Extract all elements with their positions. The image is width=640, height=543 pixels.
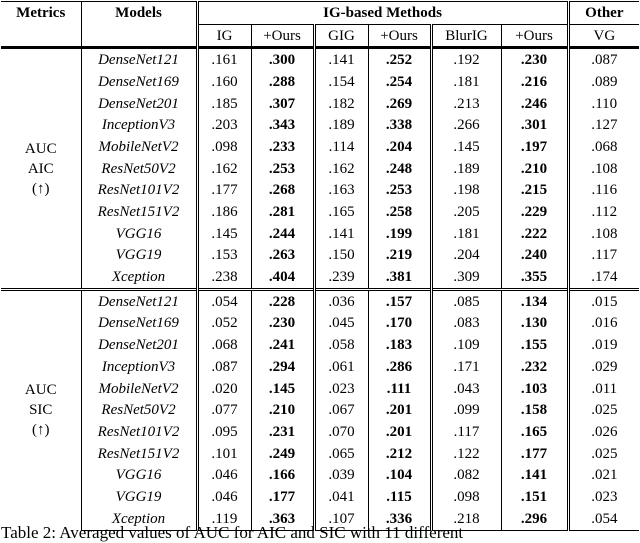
value-cell: .163: [314, 180, 368, 202]
value-cell: .085: [431, 289, 501, 312]
value-cell: .183: [368, 334, 431, 356]
value-cell: .248: [368, 158, 431, 180]
value-cell: .309: [431, 266, 501, 289]
value-cell: .201: [368, 421, 431, 443]
table-caption: Table 2: Averaged values of AUC for AIC and SIC with 11 different: [1, 523, 464, 542]
value-cell: .241: [251, 334, 314, 356]
value-cell: .258: [368, 201, 431, 223]
value-cell: .177: [197, 180, 251, 202]
table-body: [1, 48, 639, 530]
value-cell: .039: [314, 464, 368, 486]
value-cell: .109: [431, 334, 501, 356]
value-cell: .145: [197, 223, 251, 245]
value-cell: .212: [368, 443, 431, 465]
value-cell: .192: [431, 48, 501, 71]
value-cell: .083: [431, 313, 501, 335]
model-name: ResNet101V2: [81, 180, 197, 202]
model-name: MobileNetV2: [81, 136, 197, 158]
value-cell: .185: [197, 93, 251, 115]
value-cell: .141: [314, 48, 368, 71]
value-cell: .016: [568, 313, 639, 335]
table-row: [1, 136, 639, 158]
value-cell: .246: [501, 93, 568, 115]
value-cell: .253: [368, 180, 431, 202]
metric-label-line: AUC: [24, 382, 57, 399]
value-cell: .181: [431, 71, 501, 93]
value-cell: .117: [431, 421, 501, 443]
model-name: DenseNet121: [81, 48, 197, 71]
value-cell: .141: [501, 464, 568, 486]
value-cell: .239: [314, 266, 368, 289]
value-cell: .215: [501, 180, 568, 202]
model-name: InceptionV3: [81, 114, 197, 136]
value-cell: .099: [431, 399, 501, 421]
metric-label-line: (↑): [32, 422, 50, 439]
value-cell: .103: [501, 378, 568, 400]
value-cell: .231: [251, 421, 314, 443]
value-cell: .026: [568, 421, 639, 443]
table-row: [1, 71, 639, 93]
value-cell: .141: [314, 223, 368, 245]
value-cell: .199: [368, 223, 431, 245]
col-header-blurig: BlurIG: [431, 24, 501, 48]
value-cell: .263: [251, 245, 314, 267]
metrics-header: Metrics: [1, 2, 81, 25]
table-row: [1, 313, 639, 335]
model-name: VGG16: [81, 464, 197, 486]
value-cell: .108: [568, 158, 639, 180]
value-cell: .232: [501, 356, 568, 378]
value-cell: .254: [368, 71, 431, 93]
value-cell: .238: [197, 266, 251, 289]
value-cell: .266: [431, 114, 501, 136]
value-cell: .210: [501, 158, 568, 180]
value-cell: .115: [368, 486, 431, 508]
value-cell: .025: [568, 399, 639, 421]
value-cell: .052: [197, 313, 251, 335]
value-cell: .015: [568, 289, 639, 312]
value-cell: .130: [501, 313, 568, 335]
value-cell: .230: [501, 48, 568, 71]
value-cell: .404: [251, 266, 314, 289]
value-cell: .286: [368, 356, 431, 378]
value-cell: .029: [568, 356, 639, 378]
value-cell: .157: [368, 289, 431, 312]
value-cell: .158: [501, 399, 568, 421]
table-row: [1, 223, 639, 245]
value-cell: .307: [251, 93, 314, 115]
value-cell: .204: [368, 136, 431, 158]
metric-label-line: SIC: [29, 402, 53, 419]
value-cell: .189: [314, 114, 368, 136]
value-cell: .165: [314, 201, 368, 223]
value-cell: .268: [251, 180, 314, 202]
value-cell: .338: [368, 114, 431, 136]
results-table: [1, 1, 639, 531]
value-cell: .177: [251, 486, 314, 508]
col-header-gig: GIG: [314, 24, 368, 48]
value-cell: .021: [568, 464, 639, 486]
value-cell: .166: [251, 464, 314, 486]
models-header: Models: [81, 2, 197, 25]
value-cell: .068: [197, 334, 251, 356]
value-cell: .104: [368, 464, 431, 486]
value-cell: .082: [431, 464, 501, 486]
table-row: [1, 378, 639, 400]
value-cell: .177: [501, 443, 568, 465]
value-cell: .117: [568, 245, 639, 267]
model-name: ResNet50V2: [81, 399, 197, 421]
table-row: [1, 93, 639, 115]
value-cell: .288: [251, 71, 314, 93]
col-header-blurig-ours: +Ours: [501, 24, 568, 48]
table-row: [1, 201, 639, 223]
value-cell: .023: [314, 378, 368, 400]
value-cell: .230: [251, 313, 314, 335]
model-name: ResNet101V2: [81, 421, 197, 443]
model-name: VGG19: [81, 245, 197, 267]
model-name: InceptionV3: [81, 356, 197, 378]
value-cell: .020: [197, 378, 251, 400]
value-cell: .170: [368, 313, 431, 335]
value-cell: .108: [568, 223, 639, 245]
value-cell: .281: [251, 201, 314, 223]
value-cell: .249: [251, 443, 314, 465]
value-cell: .089: [568, 71, 639, 93]
table-row: [1, 356, 639, 378]
value-cell: .294: [251, 356, 314, 378]
value-cell: .127: [568, 114, 639, 136]
value-cell: .134: [501, 289, 568, 312]
value-cell: .182: [314, 93, 368, 115]
model-name: DenseNet201: [81, 334, 197, 356]
table-row: [1, 464, 639, 486]
col-header-ig: IG: [197, 24, 251, 48]
table-row: [1, 421, 639, 443]
value-cell: .186: [197, 201, 251, 223]
value-cell: .111: [368, 378, 431, 400]
value-cell: .036: [314, 289, 368, 312]
value-cell: .205: [431, 201, 501, 223]
value-cell: .077: [197, 399, 251, 421]
value-cell: .204: [431, 245, 501, 267]
value-cell: .162: [314, 158, 368, 180]
model-name: MobileNetV2: [81, 378, 197, 400]
value-cell: .101: [197, 443, 251, 465]
col-header-vg: VG: [568, 24, 639, 48]
value-cell: .228: [251, 289, 314, 312]
model-name: ResNet151V2: [81, 443, 197, 465]
header-row: [1, 2, 639, 25]
value-cell: .145: [251, 378, 314, 400]
value-cell: .145: [431, 136, 501, 158]
value-cell: .114: [314, 136, 368, 158]
col-header-gig-ours: +Ours: [368, 24, 431, 48]
value-cell: .343: [251, 114, 314, 136]
metric-label: [1, 289, 81, 530]
value-cell: .203: [197, 114, 251, 136]
value-cell: .122: [431, 443, 501, 465]
table-row: [1, 245, 639, 267]
value-cell: .301: [501, 114, 568, 136]
value-cell: .218: [431, 508, 501, 530]
table-row: [1, 486, 639, 508]
value-cell: .095: [197, 421, 251, 443]
table-row: [1, 114, 639, 136]
value-cell: .336: [368, 508, 431, 530]
value-cell: .107: [314, 508, 368, 530]
subheader-row: [1, 24, 639, 48]
value-cell: .045: [314, 313, 368, 335]
value-cell: .229: [501, 201, 568, 223]
value-cell: .098: [197, 136, 251, 158]
value-cell: .222: [501, 223, 568, 245]
value-cell: .041: [314, 486, 368, 508]
value-cell: .198: [431, 180, 501, 202]
value-cell: .219: [368, 245, 431, 267]
value-cell: .216: [501, 71, 568, 93]
value-cell: .174: [568, 266, 639, 289]
table-row: [1, 443, 639, 465]
metric-label-line: (↑): [32, 180, 50, 197]
value-cell: .355: [501, 266, 568, 289]
value-cell: .011: [568, 378, 639, 400]
metric-label-line: AUC: [24, 140, 57, 157]
value-cell: .300: [251, 48, 314, 71]
value-cell: .098: [431, 486, 501, 508]
model-name: ResNet50V2: [81, 158, 197, 180]
model-name: DenseNet169: [81, 313, 197, 335]
value-cell: .201: [368, 399, 431, 421]
table-row: [1, 399, 639, 421]
value-cell: .161: [197, 48, 251, 71]
value-cell: .244: [251, 223, 314, 245]
value-cell: .160: [197, 71, 251, 93]
value-cell: .116: [568, 180, 639, 202]
metric-label: [1, 48, 81, 290]
metric-label-line: AIC: [27, 160, 54, 177]
model-name: ResNet151V2: [81, 201, 197, 223]
table-row: [1, 289, 639, 312]
value-cell: .155: [501, 334, 568, 356]
model-name: Xception: [81, 508, 197, 530]
value-cell: .054: [568, 508, 639, 530]
value-cell: .058: [314, 334, 368, 356]
value-cell: .046: [197, 486, 251, 508]
value-cell: .150: [314, 245, 368, 267]
subheader-empty: [81, 24, 197, 48]
value-cell: .165: [501, 421, 568, 443]
value-cell: .070: [314, 421, 368, 443]
value-cell: .197: [501, 136, 568, 158]
value-cell: .054: [197, 289, 251, 312]
value-cell: .061: [314, 356, 368, 378]
other-header: Other: [568, 2, 639, 25]
model-name: DenseNet121: [81, 289, 197, 312]
value-cell: .046: [197, 464, 251, 486]
value-cell: .043: [431, 378, 501, 400]
value-cell: .240: [501, 245, 568, 267]
model-name: VGG19: [81, 486, 197, 508]
model-name: DenseNet169: [81, 71, 197, 93]
value-cell: .154: [314, 71, 368, 93]
value-cell: .296: [501, 508, 568, 530]
value-cell: .019: [568, 334, 639, 356]
value-cell: .112: [568, 201, 639, 223]
model-name: Xception: [81, 266, 197, 289]
table-row: [1, 48, 639, 71]
value-cell: .213: [431, 93, 501, 115]
table-row: [1, 334, 639, 356]
model-name: VGG16: [81, 223, 197, 245]
model-name: DenseNet201: [81, 93, 197, 115]
value-cell: .233: [251, 136, 314, 158]
value-cell: .189: [431, 158, 501, 180]
value-cell: .181: [431, 223, 501, 245]
ig-methods-header: IG-based Methods: [197, 2, 568, 25]
value-cell: .210: [251, 399, 314, 421]
value-cell: .151: [501, 486, 568, 508]
value-cell: .252: [368, 48, 431, 71]
value-cell: .065: [314, 443, 368, 465]
value-cell: .119: [197, 508, 251, 530]
table-row: [1, 266, 639, 289]
col-header-ig-ours: +Ours: [251, 24, 314, 48]
subheader-empty: [1, 24, 81, 48]
value-cell: .023: [568, 486, 639, 508]
value-cell: .171: [431, 356, 501, 378]
value-cell: .087: [568, 48, 639, 71]
value-cell: .162: [197, 158, 251, 180]
value-cell: .067: [314, 399, 368, 421]
value-cell: .025: [568, 443, 639, 465]
value-cell: .153: [197, 245, 251, 267]
value-cell: .087: [197, 356, 251, 378]
table-row: [1, 180, 639, 202]
value-cell: .110: [568, 93, 639, 115]
table-row: [1, 158, 639, 180]
value-cell: .363: [251, 508, 314, 530]
value-cell: .269: [368, 93, 431, 115]
value-cell: .068: [568, 136, 639, 158]
value-cell: .381: [368, 266, 431, 289]
value-cell: .253: [251, 158, 314, 180]
